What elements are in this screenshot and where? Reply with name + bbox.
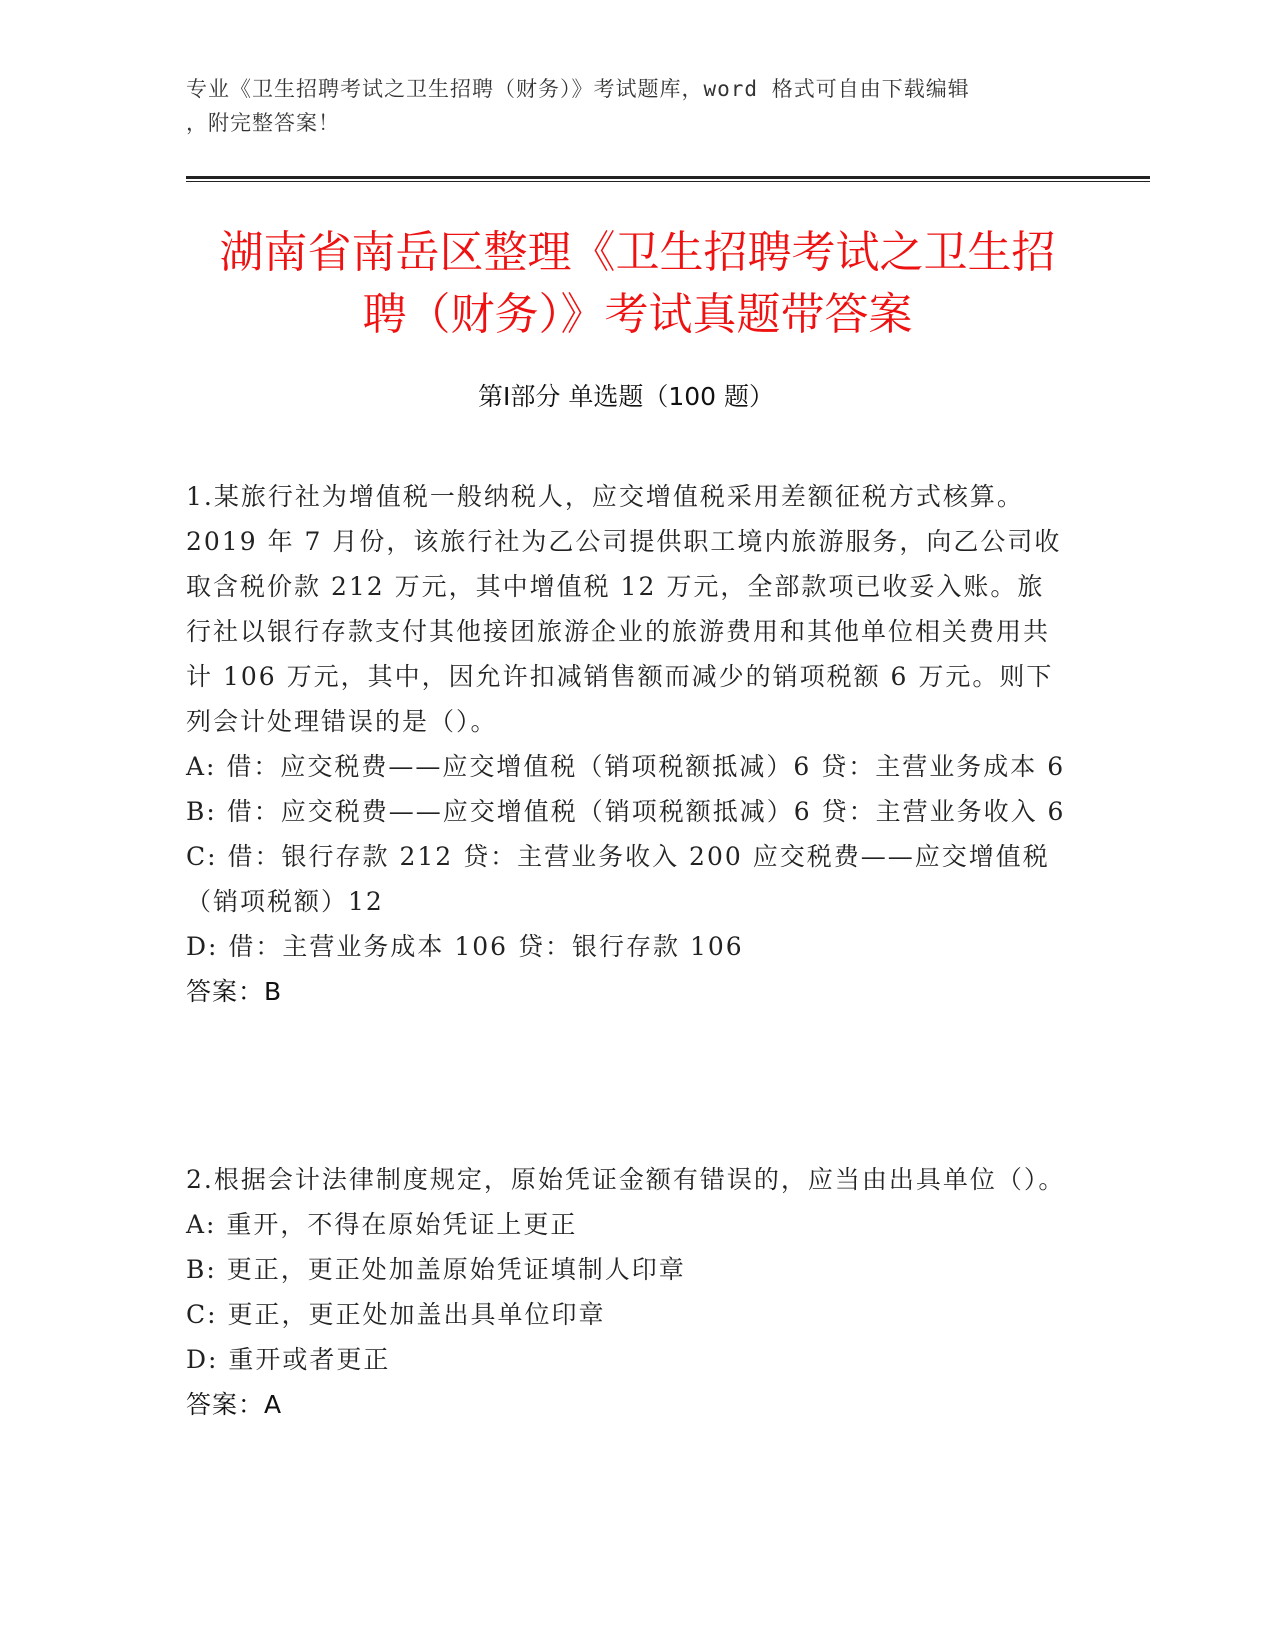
question-stem: 1.某旅行社为增值税一般纳税人，应交增值税采用差额征税方式核算。2019 年 7 月份，该旅行社为乙公司提供职工境内旅游服务，向乙公司收取含税价款 212 万元，其中增值税 12 万元，全部款项已收妥入账。旅行社以银行存款支付其他接团旅游企业的旅游费用和其他单位相关费用共计 106 万元，其中，因允许扣减销售额而减少的销项税额 6 万元。则下列会计处理错误的是（）。 — [186, 482, 1062, 736]
option-c: C: 借：银行存款 212 贷：主营业务收入 200 应交税费——应交增值税（销项税额）12 — [186, 842, 1050, 916]
header-rule-thick — [186, 176, 1150, 179]
option-a: A: 借：应交税费——应交增值税（销项税额抵减）6 贷：主营业务成本 6 — [186, 752, 1066, 781]
option-b: B: 借：应交税费——应交增值税（销项税额抵减）6 贷：主营业务收入 6 — [186, 797, 1066, 826]
option-b: B: 更正，更正处加盖原始凭证填制人印章 — [186, 1255, 686, 1284]
question-stem: 2.根据会计法律制度规定，原始凭证金额有错误的，应当由出具单位（）。 — [186, 1165, 1066, 1194]
option-c: C: 更正，更正处加盖出具单位印章 — [186, 1300, 606, 1329]
option-d: D: 重开或者更正 — [186, 1345, 391, 1374]
section-heading: 第Ⅰ部分 单选题（100 题） — [478, 382, 774, 411]
answer: 答案：B — [186, 977, 283, 1006]
option-d: D: 借：主营业务成本 106 贷：银行存款 106 — [186, 932, 744, 961]
document-title-line-2: 聘（财务）》考试真题带答案 — [362, 289, 913, 340]
header-rule-thin — [186, 181, 1150, 182]
document-title — [170, 222, 1105, 346]
header-note-line-1: 专业《卫生招聘考试之卫生招聘（财务）》考试题库，word 格式可自由下载编辑 — [186, 77, 970, 101]
document-title-line-1: 湖南省南岳区整理《卫生招聘考试之卫生招 — [219, 227, 1056, 278]
option-a: A: 重开，不得在原始凭证上更正 — [186, 1210, 578, 1239]
question-2 — [186, 1157, 1066, 1427]
question-1 — [186, 474, 1066, 1014]
header-note — [186, 72, 1066, 140]
header-note-line-2: ，附完整答案！ — [186, 111, 340, 135]
answer: 答案：A — [186, 1390, 283, 1419]
